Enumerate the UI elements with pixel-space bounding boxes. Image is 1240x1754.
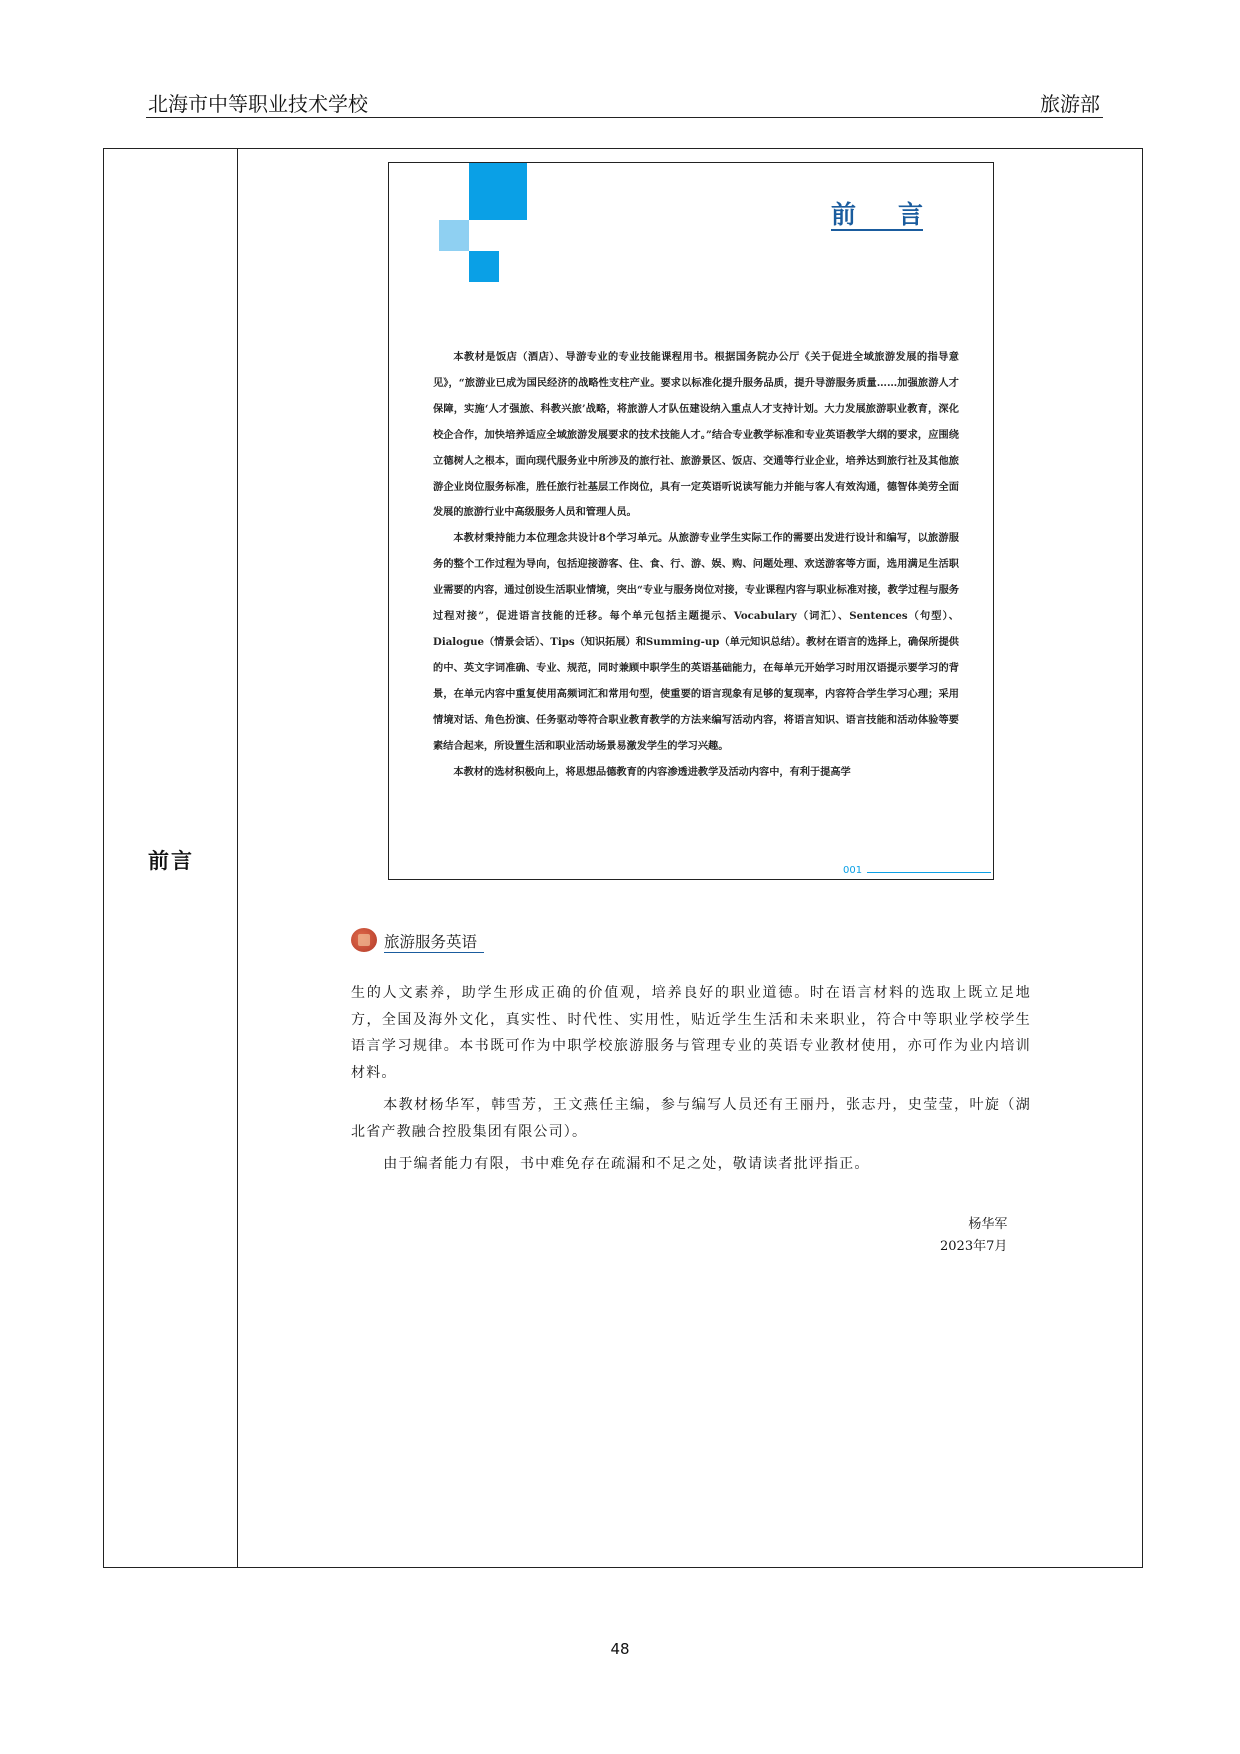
signature-block	[940, 1214, 1007, 1258]
decor-block	[469, 163, 527, 220]
decor-block	[439, 220, 469, 251]
header-department: 旅游部	[1040, 92, 1100, 116]
continued-preface	[351, 980, 1031, 1184]
scan-page-rule	[867, 872, 991, 873]
header-rule	[146, 117, 1103, 118]
preface-paragraph: 本教材的选材积极向上，将思想品德教育的内容渗透进教学及活动内容中，有利于提高学	[453, 765, 851, 778]
decor-block	[469, 251, 499, 282]
book-title-rule	[384, 952, 484, 953]
signature-date: 2023年7月	[940, 1239, 1008, 1254]
preface-title-rule	[831, 229, 923, 231]
header-school: 北海市中等职业技术学校	[148, 92, 368, 116]
scan-page-number: 001	[843, 865, 863, 876]
table-divider	[237, 148, 238, 1568]
continued-paragraph: 本教材杨华军，韩雪芳，王文燕任主编，参与编写人员还有王丽丹，张志丹，史莹莹，叶旋（湖北省产教融合控股集团有限公司）。	[351, 1097, 1031, 1140]
book-title: 旅游服务英语	[384, 933, 478, 951]
continued-paragraph: 由于编者能力有限，书中难免存在疏漏和不足之处，敬请读者批评指正。	[383, 1156, 870, 1172]
continued-paragraph: 生的人文素养，助学生形成正确的价值观，培养良好的职业道德。时在语言材料的选取上既立足地方，全国及海外文化，真实性、时代性、实用性，贴近学生生活和未来职业，符合中等职业学校学生语言学习规律。本书既可作为中职学校旅游服务与管理专业的英语专业教材使用，亦可作为业内培训材料。	[351, 985, 1031, 1081]
preface-title: 前 言	[831, 200, 923, 229]
preface-body	[433, 345, 959, 785]
section-label: 前言	[148, 848, 194, 873]
preface-paragraph: 本教材秉持能力本位理念共设计8个学习单元。从旅游专业学生实际工作的需要出发进行设计和编写，以旅游服务的整个工作过程为导向，包括迎接游客、住、食、行、游、娱、购、问题处理、欢送游客等方面，选用满足生活职业需要的内容，通过创设生活职业情境，突出“专业与服务岗位对接，专业课程内容与职业标准对接，教学过程与服务过程对接”，促进语言技能的迁移。每个单元包括主题提示、Vocabulary（词汇）、Sentences（句型）、Dialogue（情景会话）、Tips（知识拓展）和Summing-up（单元知识总结）。教材在语言的选择上，确保所提供的中、英文字词准确、专业、规范，同时兼顾中职学生的英语基础能力，在每单元开始学习时用汉语提示要学习的背景，在单元内容中重复使用高频词汇和常用句型，使重要的语言现象有足够的复现率，内容符合学生学习心理；采用情境对话、角色扮演、任务驱动等符合职业教育教学的方法来编写活动内容，将语言知识、语言技能和活动体验等要素结合起来，所设置生活和职业活动场景易激发学生的学习兴趣。	[433, 532, 959, 752]
signature-name: 杨华军	[968, 1217, 1008, 1232]
preface-paragraph: 本教材是饭店（酒店）、导游专业的专业技能课程用书。根据国务院办公厅《关于促进全域旅游发展的指导意见》，“旅游业已成为国民经济的战略性支柱产业。要求以标准化提升服务品质，提升导游服务质量……加强旅游人才保障，实施‘人才强旅、科教兴旅’战略，将旅游人才队伍建设纳入重点人才支持计划。大力发展旅游职业教育，深化校企合作，加快培养适应全域旅游发展要求的技术技能人才。”结合专业教学标准和专业英语教学大纲的要求，应围绕立德树人之根本，面向现代服务业中所涉及的旅行社、旅游景区、饭店、交通等行业企业，培养达到旅行社及其他旅游企业岗位服务标准，胜任旅行社基层工作岗位，具有一定英语听说读写能力并能与客人有效沟通，德智体美劳全面发展的旅游行业中高级服务人员和管理人员。	[433, 351, 959, 519]
preface-page-scan	[388, 162, 994, 880]
book-logo-icon	[351, 928, 377, 952]
page-number: 48	[610, 1640, 630, 1658]
